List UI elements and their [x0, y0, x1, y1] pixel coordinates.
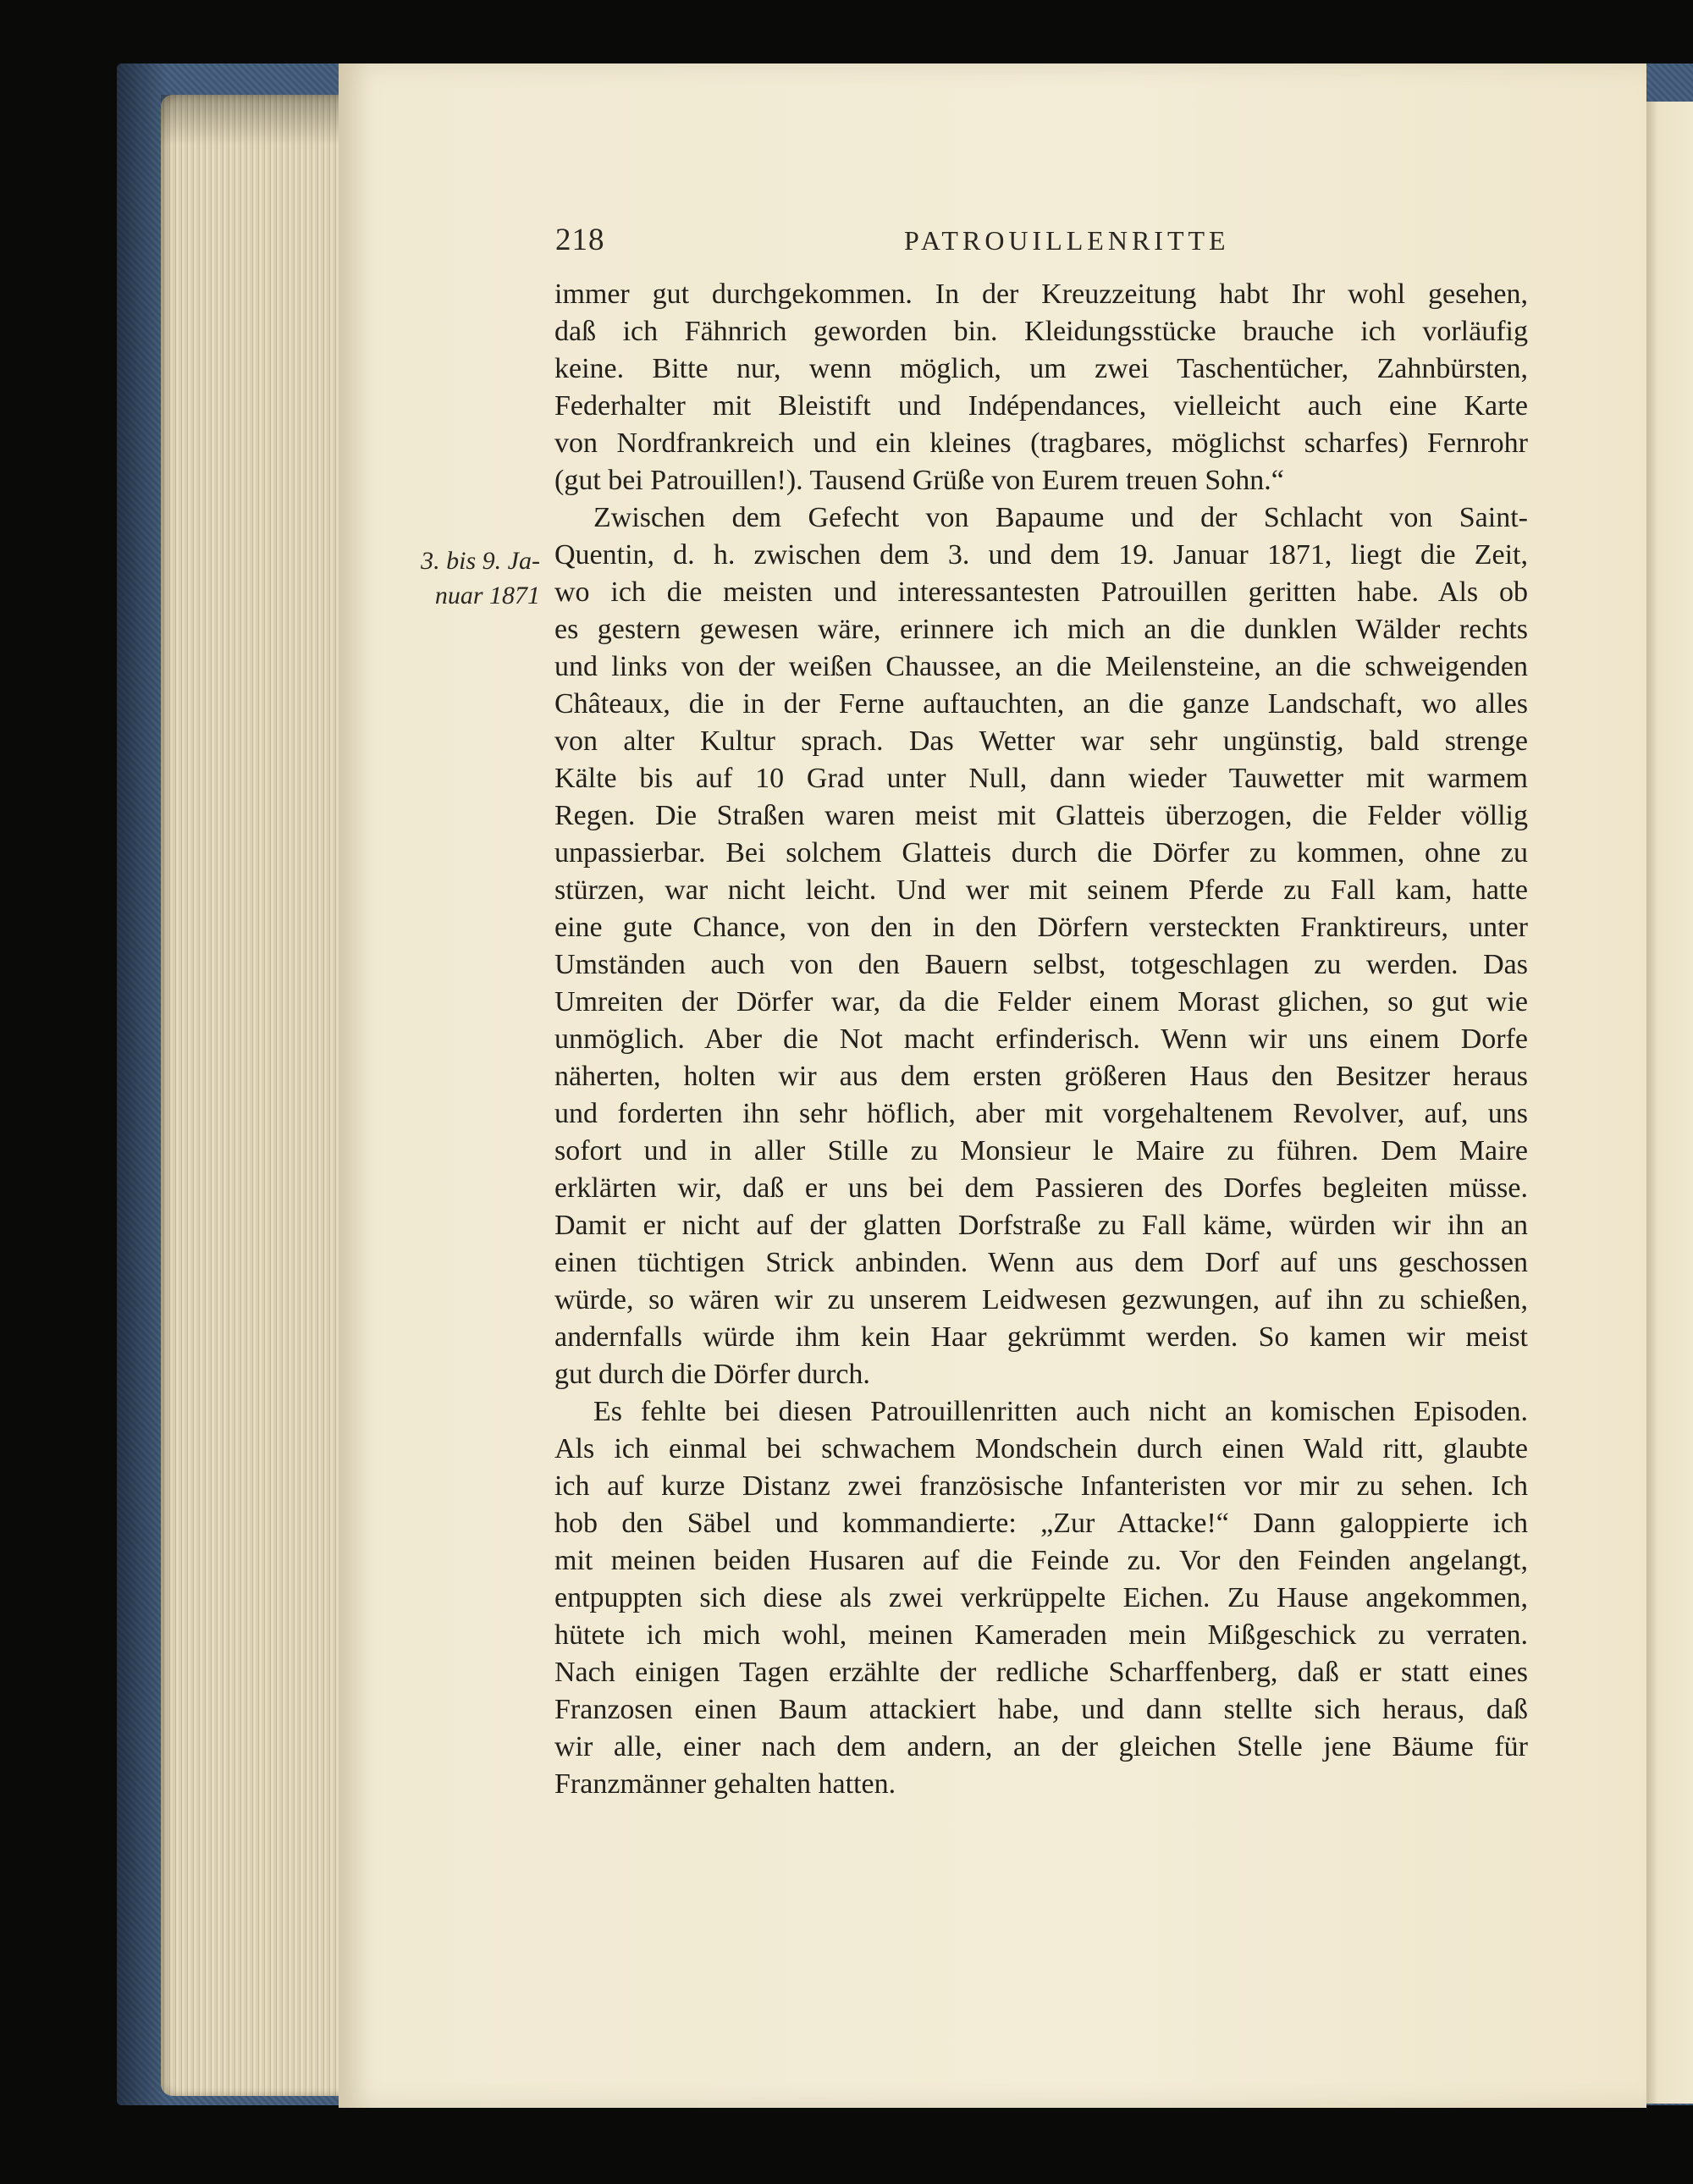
text-line: sofort und in aller Stille zu Monsieur le Maire zu führen. Dem Maire [554, 1135, 1528, 1166]
text-line: Châteaux, die in der Ferne auftauchten, an die ganze Landschaft, wo alles [554, 688, 1528, 720]
text-line: keine. Bitte nur, wenn möglich, um zwei Taschentücher, Zahnbürsten, [554, 353, 1528, 384]
text-line: Umständen auch von den Bauern selbst, totgeschlagen zu werden. Das [554, 949, 1528, 980]
text-line: würde, so wären wir zu unserem Leidwesen gezwungen, auf ihn zu schießen, [554, 1284, 1528, 1315]
text-line: Umreiten der Dörfer war, da die Felder einem Morast glichen, so gut wie [554, 986, 1528, 1018]
text-line: (gut bei Patrouillen!). Tausend Grüße von Eurem treuen Sohn.“ [554, 465, 1284, 496]
text-line: und links von der weißen Chaussee, an die Meilensteine, an die schweigenden [554, 651, 1528, 682]
margin-note-line: 3. bis 9. Ja- [421, 547, 540, 575]
text-line: ich auf kurze Distanz zwei französische Infanteristen vor mir zu sehen. Ich [554, 1470, 1528, 1502]
body-text [554, 276, 1528, 1803]
text-line: hütete ich mich wohl, meinen Kameraden mein Mißgeschick zu verraten. [554, 1619, 1528, 1651]
text-line: daß ich Fähnrich geworden bin. Kleidungsstücke brauche ich vorläufig [554, 316, 1528, 347]
page-header [555, 222, 1529, 264]
text-line: einen tüchtigen Strick anbinden. Wenn aus dem Dorf auf uns geschossen [554, 1247, 1528, 1278]
text-line: hob den Säbel und kommandierte: „Zur Attacke!“ Dann galoppierte ich [554, 1508, 1528, 1539]
text-line: Als ich einmal bei schwachem Mondschein durch einen Wald ritt, glaubte [554, 1433, 1528, 1464]
text-line: andernfalls würde ihm kein Haar gekrümmt werden. So kamen wir meist [554, 1321, 1528, 1353]
text-line: immer gut durchgekommen. In der Kreuzzeitung habt Ihr wohl gesehen, [554, 279, 1528, 310]
text-line: Zwischen dem Gefecht von Bapaume und der Schlacht von Saint- [593, 502, 1528, 533]
text-line: Franzosen einen Baum attackiert habe, und dann stellte sich heraus, daß [554, 1694, 1528, 1725]
page-edges [161, 95, 356, 2096]
text-line: von Nordfrankreich und ein kleines (tragbares, möglichst scharfes) Fernrohr [554, 427, 1528, 459]
text-line: Quentin, d. h. zwischen dem 3. und dem 19. Januar 1871, liegt die Zeit, [554, 539, 1528, 571]
margin-note [396, 543, 540, 613]
text-line: Es fehlte bei diesen Patrouillenritten auch nicht an komischen Episoden. [593, 1396, 1528, 1427]
text-line: es gestern gewesen wäre, erinnere ich mich an die dunklen Wälder rechts [554, 614, 1528, 645]
text-line: Regen. Die Straßen waren meist mit Glatteis überzogen, die Felder völlig [554, 800, 1528, 831]
running-head: PATROUILLENRITTE [904, 225, 1230, 256]
text-line: eine gute Chance, von den in den Dörfern versteckten Franktireurs, unter [554, 912, 1528, 943]
text-line: Nach einigen Tagen erzählte der redliche Scharffenberg, daß er statt eines [554, 1657, 1528, 1688]
text-line: wir alle, einer nach dem andern, an der gleichen Stelle jene Bäume für [554, 1731, 1528, 1762]
facing-page-edge [1641, 102, 1693, 2104]
text-line: Federhalter mit Bleistift und Indépendances, vielleicht auch eine Karte [554, 390, 1528, 422]
text-line: gut durch die Dörfer durch. [554, 1359, 870, 1390]
text-line: näherten, holten wir aus dem ersten größeren Haus den Besitzer heraus [554, 1061, 1528, 1092]
text-line: entpuppten sich diese als zwei verkrüppelte Eichen. Zu Hause angekommen, [554, 1582, 1528, 1613]
text-line: von alter Kultur sprach. Das Wetter war sehr ungünstig, bald strenge [554, 725, 1528, 757]
text-line: stürzen, war nicht leicht. Und wer mit seinem Pferde zu Fall kam, hatte [554, 874, 1528, 906]
text-line: und forderten ihn sehr höflich, aber mit vorgehaltenem Revolver, auf, uns [554, 1098, 1528, 1129]
text-line: Damit er nicht auf der glatten Dorfstraße zu Fall käme, würden wir ihn an [554, 1210, 1528, 1241]
margin-note-line: nuar 1871 [434, 582, 540, 609]
text-line: erklärten wir, daß er uns bei dem Passieren des Dorfes begleiten müsse. [554, 1172, 1528, 1204]
text-line: wo ich die meisten und interessantesten Patrouillen geritten habe. Als ob [554, 576, 1528, 608]
text-line: Kälte bis auf 10 Grad unter Null, dann wieder Tauwetter mit warmem [554, 763, 1528, 794]
text-line: Franzmänner gehalten hatten. [554, 1768, 896, 1800]
cover-shadow [117, 63, 168, 2105]
text-line: mit meinen beiden Husaren auf die Feinde zu. Vor den Feinden angelangt, [554, 1545, 1528, 1576]
page-number: 218 [555, 223, 605, 257]
text-line: unpassierbar. Bei solchem Glatteis durch die Dörfer zu kommen, ohne zu [554, 837, 1528, 869]
text-line: unmöglich. Aber die Not macht erfinderisch. Wenn wir uns einem Dorfe [554, 1023, 1528, 1055]
